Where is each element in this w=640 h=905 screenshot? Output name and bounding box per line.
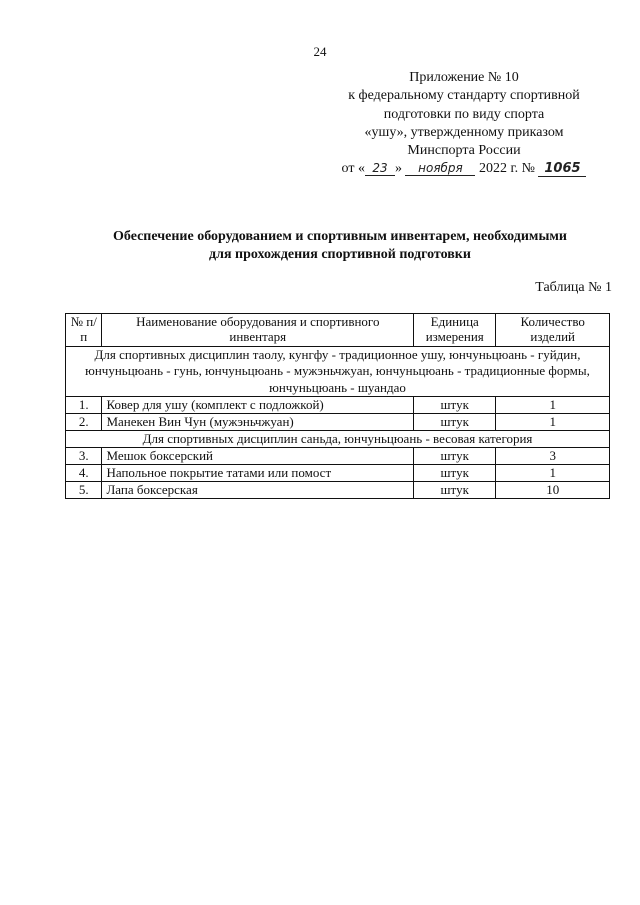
cell-unit: штук	[414, 413, 496, 430]
cell-qty: 1	[496, 396, 610, 413]
cell-name: Манекен Вин Чун (мужэньчжуан)	[102, 413, 414, 430]
cell-num: 3.	[66, 448, 102, 465]
table-header-row	[66, 314, 610, 347]
section-row	[66, 430, 610, 447]
cell-name: Напольное покрытие татами или помост	[102, 465, 414, 482]
cell-qty: 3	[496, 448, 610, 465]
section-title: Для спортивных дисциплин таолу, кунгфу - традиционное ушу, юнчуньцюань - гуйдин, юнчуньцюань - гунь, юнчуньцюань - мужэньчжуан, юнчуньцюань - традиционные формы, юнчуньцюань - шуандао	[66, 347, 610, 397]
cell-num: 1.	[66, 396, 102, 413]
table-row	[66, 413, 610, 430]
cell-qty: 1	[496, 413, 610, 430]
title-line: Обеспечение оборудованием и спортивным инвентарем, необходимыми	[113, 229, 567, 244]
appendix-line: подготовки по виду спорта	[383, 106, 545, 122]
appendix-title: Приложение № 10	[409, 70, 519, 85]
document-title	[60, 228, 620, 264]
cell-name: Мешок боксерский	[102, 448, 414, 465]
appendix-line: «ушу», утвержденному приказом	[364, 124, 564, 140]
date-year: 2022 г. №	[478, 161, 535, 177]
cell-qty: 10	[496, 482, 610, 499]
header-name: Наименование оборудования и спортивного инвентаря	[102, 314, 414, 347]
cell-name: Лапа боксерская	[102, 482, 414, 499]
header-qty: Количество изделий	[496, 314, 610, 347]
date-prefix: от «	[341, 161, 365, 177]
section-row	[66, 347, 610, 397]
cell-name: Ковер для ушу (комплект с подложкой)	[102, 396, 414, 413]
cell-num: 5.	[66, 482, 102, 499]
title-line: для прохождения спортивной подготовки	[209, 247, 471, 262]
cell-qty: 1	[496, 465, 610, 482]
date-mid: »	[394, 161, 402, 177]
cell-unit: штук	[414, 396, 496, 413]
appendix-block	[318, 69, 610, 179]
cell-unit: штук	[414, 448, 496, 465]
cell-num: 4.	[66, 465, 102, 482]
table-row	[66, 465, 610, 482]
handwritten-order-number: 1065	[538, 162, 586, 177]
header-num: № п/п	[66, 314, 102, 347]
equipment-table	[65, 313, 610, 499]
cell-unit: штук	[414, 465, 496, 482]
handwritten-day: 23	[365, 161, 395, 176]
cell-num: 2.	[66, 413, 102, 430]
appendix-line: к федеральному стандарту спортивной	[348, 88, 580, 104]
table-row	[66, 396, 610, 413]
appendix-date-line	[318, 160, 610, 178]
table-row	[66, 448, 610, 465]
cell-unit: штук	[414, 482, 496, 499]
section-title: Для спортивных дисциплин саньда, юнчуньцюань - весовая категория	[66, 430, 610, 447]
table-row	[66, 482, 610, 499]
page-number: 24	[313, 44, 327, 59]
table-label: Таблица № 1	[535, 280, 612, 295]
header-unit: Единица измерения	[414, 314, 496, 347]
handwritten-month: ноября	[405, 161, 475, 176]
appendix-line: Минспорта России	[407, 143, 521, 159]
